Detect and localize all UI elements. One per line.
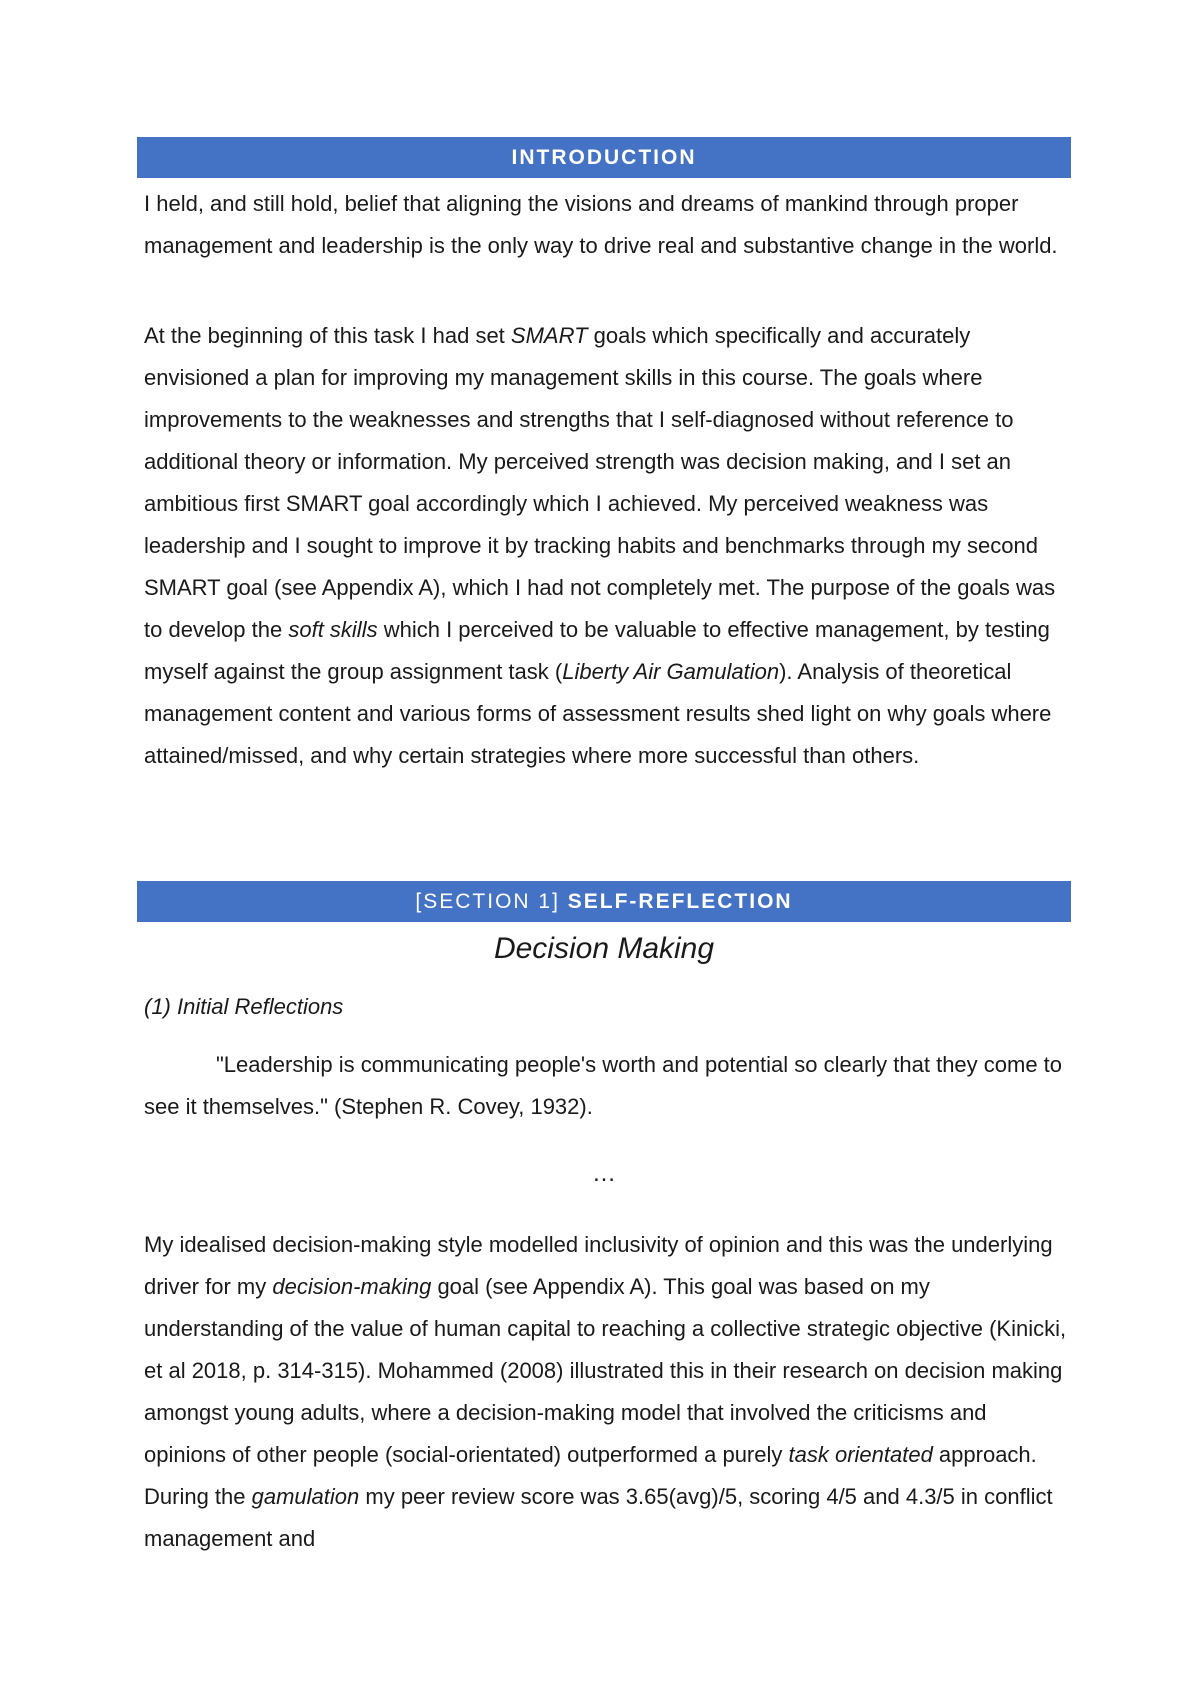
- section-heading: Decision Making: [493, 932, 715, 965]
- intro-p2-liberty: Liberty Air Gamulation: [562, 659, 780, 684]
- quote-paragraph: [144, 1044, 1074, 1128]
- section1-paragraph-1: [144, 1224, 1074, 1560]
- intro-p2-smart: SMART: [510, 323, 588, 348]
- intro-paragraph-1: I held, and still hold, belief that aligning the visions and dreams of mankind through proper management and leadership is the only way to drive real and substantive change in the world.: [144, 191, 1058, 258]
- intro-p2-soft-skills: soft skills: [288, 617, 378, 642]
- introduction-banner-title: INTRODUCTION: [511, 146, 697, 169]
- intro-p2-text-d: ). Analysis of theoretical management content and various forms of assessment results shed light on why goals where attained/missed, and why certain strategies where more successful than others.: [144, 659, 1052, 768]
- s1-p1-task-orientated: task orientated: [788, 1442, 933, 1467]
- s1-p1-gamulation: gamulation: [251, 1484, 360, 1509]
- section1-banner: [137, 881, 1071, 922]
- intro-paragraph-2: [144, 315, 1074, 777]
- section1-banner-title: SELF-REFLECTION: [567, 890, 793, 913]
- quote-text: "Leadership is communicating people's worth and potential so clearly that they come to see it themselves." (Stephen R. Covey, 1932).: [144, 1052, 1063, 1119]
- s1-p1-text-d: my peer review score was 3.65(avg)/5, scoring 4/5 and 4.3/5 in conflict management and: [144, 1484, 1053, 1551]
- section1-banner-prefix: [SECTION 1]: [415, 890, 568, 913]
- s1-p1-text-c: approach. During the: [144, 1442, 1037, 1509]
- intro-p2-text-c: which I perceived to be valuable to effective management, by testing myself against the group assignment task (: [144, 617, 1050, 684]
- subheading: (1) Initial Reflections: [144, 994, 344, 1019]
- introduction-banner: [137, 137, 1071, 178]
- s1-p1-text-b: goal (see Appendix A). This goal was based on my understanding of the value of human capital to reaching a collective strategic objective (Kinicki, et al 2018, p. 314-315). Mohammed (2008) illustrated this in their research on decision making amongst young adults, where a decision-making model that involved the criticisms and opinions of other people (social-orientated) outperformed a purely: [144, 1274, 1067, 1467]
- intro-p2-text-b: goals which specifically and accurately envisioned a plan for improving my management skills in this course. The goals where improvements to the weaknesses and strengths that I self-diagnosed without reference to additional theory or information. My perceived strength was decision making, and I set an ambitious first SMART goal accordingly which I achieved. My perceived weakness was leadership and I sought to improve it by tracking habits and benchmarks through my second SMART goal (see Appendix A), which I had not completely met. The purpose of the goals was to develop the: [144, 323, 1056, 642]
- section-break-ellipsis: …: [592, 1160, 616, 1187]
- s1-p1-decision-making: decision-making: [272, 1274, 432, 1299]
- intro-p2-text-a: At the beginning of this task I had set: [144, 323, 511, 348]
- s1-p1-text-a: My idealised decision-making style modelled inclusivity of opinion and this was the underlying driver for my: [144, 1232, 1053, 1299]
